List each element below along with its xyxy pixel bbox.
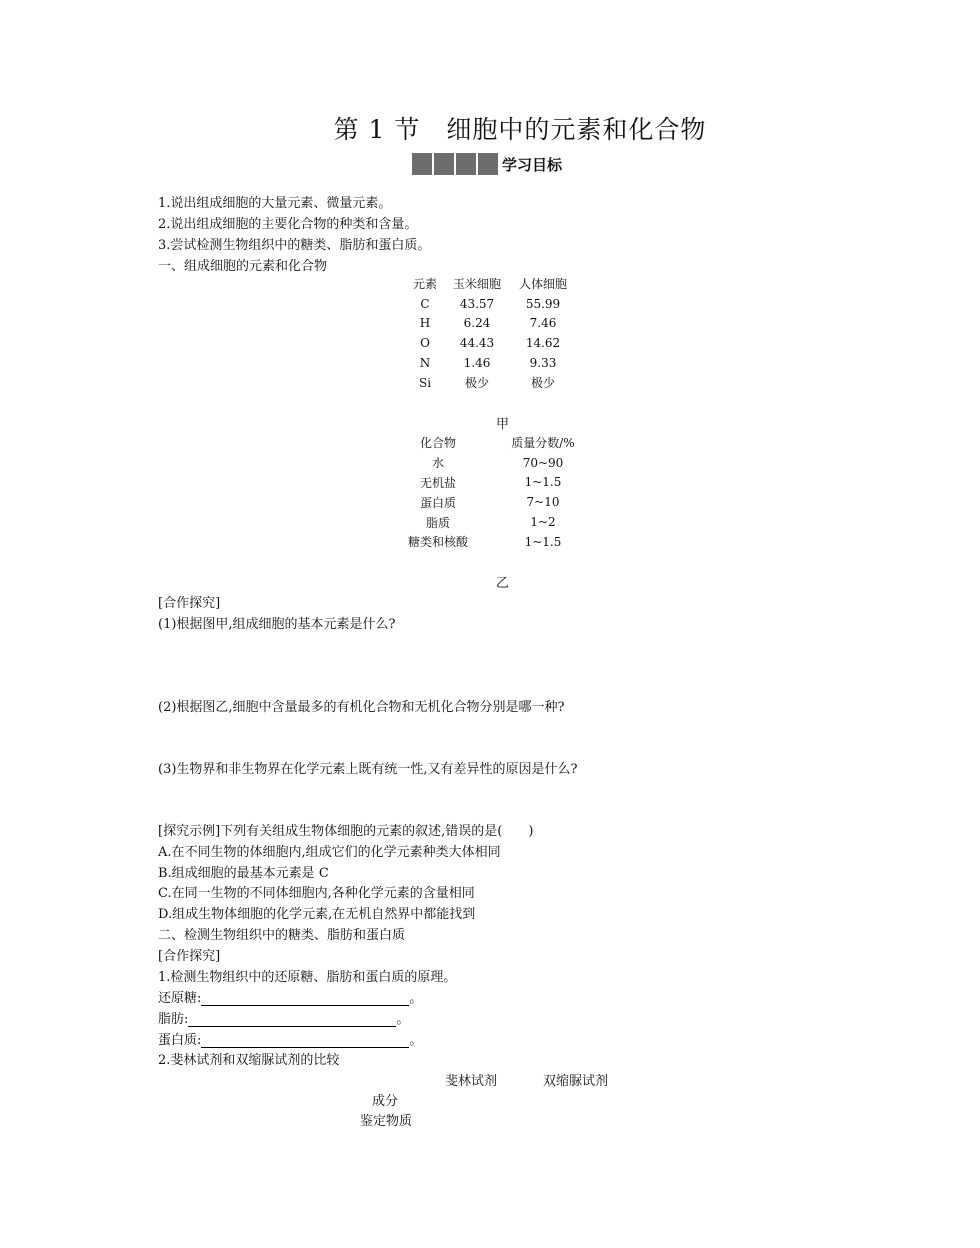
objective-item: 1.说出组成细胞的大量元素、微量元素。 — [158, 196, 392, 211]
table-caption: 甲 — [496, 417, 510, 432]
coop-heading: [合作探究] — [158, 596, 221, 611]
example-stem: [探究示例]下列有关组成生物体细胞的元素的叙述,错误的是( ) — [158, 824, 534, 839]
table-cell: 脂质 — [425, 515, 450, 530]
fill-end: 。 — [409, 991, 423, 1006]
decor-block — [478, 153, 498, 175]
question-item: (3)生物界和非生物界在化学元素上既有统一性,又有差异性的原因是什么? — [158, 762, 578, 777]
table-row — [408, 353, 574, 373]
decor-block — [412, 153, 432, 175]
table-header-row — [398, 433, 608, 453]
table-row — [408, 314, 574, 334]
part2-heading: 二、检测生物组织中的糖类、脂肪和蛋白质 — [158, 928, 406, 943]
table-cell: 70~90 — [522, 455, 564, 470]
table-cell: 1~2 — [530, 515, 556, 530]
coop-heading: [合作探究] — [158, 949, 221, 964]
table-cell: 1.46 — [463, 356, 491, 371]
fill-item-reducing-sugar — [158, 987, 422, 1006]
question-item: (1)根据图甲,组成细胞的基本元素是什么? — [158, 617, 396, 632]
compound-table — [398, 433, 608, 552]
table-row — [408, 333, 574, 353]
fill-item-fat — [158, 1008, 409, 1027]
table-row — [398, 492, 608, 512]
decor-block — [434, 153, 454, 175]
fill-label: 蛋白质: — [158, 1033, 202, 1048]
table-cell: 1~1.5 — [524, 475, 562, 490]
option-d: D.组成生物体细胞的化学元素,在无机自然界中都能找到 — [158, 907, 476, 922]
table-row — [408, 373, 574, 393]
fill-end: 。 — [409, 1033, 423, 1048]
option-b: B.组成细胞的最基本元素是 C — [158, 866, 329, 881]
compare-col-header: 双缩脲试剂 — [543, 1074, 609, 1089]
compare-row-header: 鉴定物质 — [360, 1114, 413, 1129]
compare-col-header: 斐林试剂 — [445, 1074, 498, 1089]
element-table — [408, 274, 574, 393]
table-cell: 44.43 — [459, 336, 495, 351]
compare-row-header: 成分 — [372, 1094, 399, 1109]
answer-blank[interactable] — [201, 1033, 409, 1048]
table-cell: C — [420, 296, 430, 311]
table-header: 质量分数/% — [511, 436, 575, 451]
table-cell: 极少 — [530, 376, 555, 391]
table-cell: 1~1.5 — [524, 534, 562, 549]
table-cell: 7~10 — [526, 495, 560, 510]
table-cell: 6.24 — [463, 316, 491, 331]
table-header: 化合物 — [419, 436, 456, 451]
table-row — [398, 473, 608, 493]
option-c: C.在同一生物的不同体细胞内,各种化学元素的含量相同 — [158, 886, 475, 901]
table-header: 元素 — [412, 277, 437, 292]
table-row — [408, 294, 574, 314]
table-cell: 43.57 — [459, 296, 495, 311]
table-header-row — [408, 274, 574, 294]
compare-heading: 2.斐林试剂和双缩脲试剂的比较 — [158, 1053, 340, 1068]
table-row — [398, 512, 608, 532]
principle-heading: 1.检测生物组织中的还原糖、脂肪和蛋白质的原理。 — [158, 970, 457, 985]
table-cell: 糖类和核酸 — [407, 535, 468, 550]
section-label: 学习目标 — [502, 155, 563, 174]
part1-heading: 一、组成细胞的元素和化合物 — [158, 259, 328, 274]
table-cell: 7.46 — [529, 316, 557, 331]
section-tag — [412, 153, 562, 175]
fill-label: 还原糖: — [158, 991, 202, 1006]
table-cell: 无机盐 — [419, 475, 456, 490]
table-header: 玉米细胞 — [452, 277, 501, 292]
page-title: 第 1 节 细胞中的元素和化合物 — [333, 115, 707, 144]
table-cell: 9.33 — [529, 356, 557, 371]
table-cell: O — [420, 336, 430, 351]
table-cell: 蛋白质 — [419, 495, 456, 510]
question-item: (2)根据图乙,细胞中含量最多的有机化合物和无机化合物分别是哪一种? — [158, 700, 565, 715]
table-caption: 乙 — [496, 576, 510, 591]
fill-end: 。 — [396, 1012, 410, 1027]
table-cell: 55.99 — [525, 296, 561, 311]
fill-item-protein — [158, 1029, 422, 1048]
answer-blank[interactable] — [188, 1012, 396, 1027]
fill-label: 脂肪: — [158, 1012, 189, 1027]
objective-item: 2.说出组成细胞的主要化合物的种类和含量。 — [158, 217, 418, 232]
table-cell: H — [419, 316, 431, 331]
table-cell: 极少 — [464, 376, 489, 391]
decor-block — [456, 153, 476, 175]
table-cell: 14.62 — [525, 336, 561, 351]
table-cell: 水 — [431, 456, 444, 471]
table-header: 人体细胞 — [518, 277, 567, 292]
option-a: A.在不同生物的体细胞内,组成它们的化学元素种类大体相同 — [158, 845, 501, 860]
table-row — [398, 532, 608, 552]
answer-blank[interactable] — [201, 991, 409, 1006]
table-cell: Si — [418, 375, 432, 390]
table-row — [398, 453, 608, 473]
objective-item: 3.尝试检测生物组织中的糖类、脂肪和蛋白质。 — [158, 238, 431, 253]
table-cell: N — [419, 356, 431, 371]
